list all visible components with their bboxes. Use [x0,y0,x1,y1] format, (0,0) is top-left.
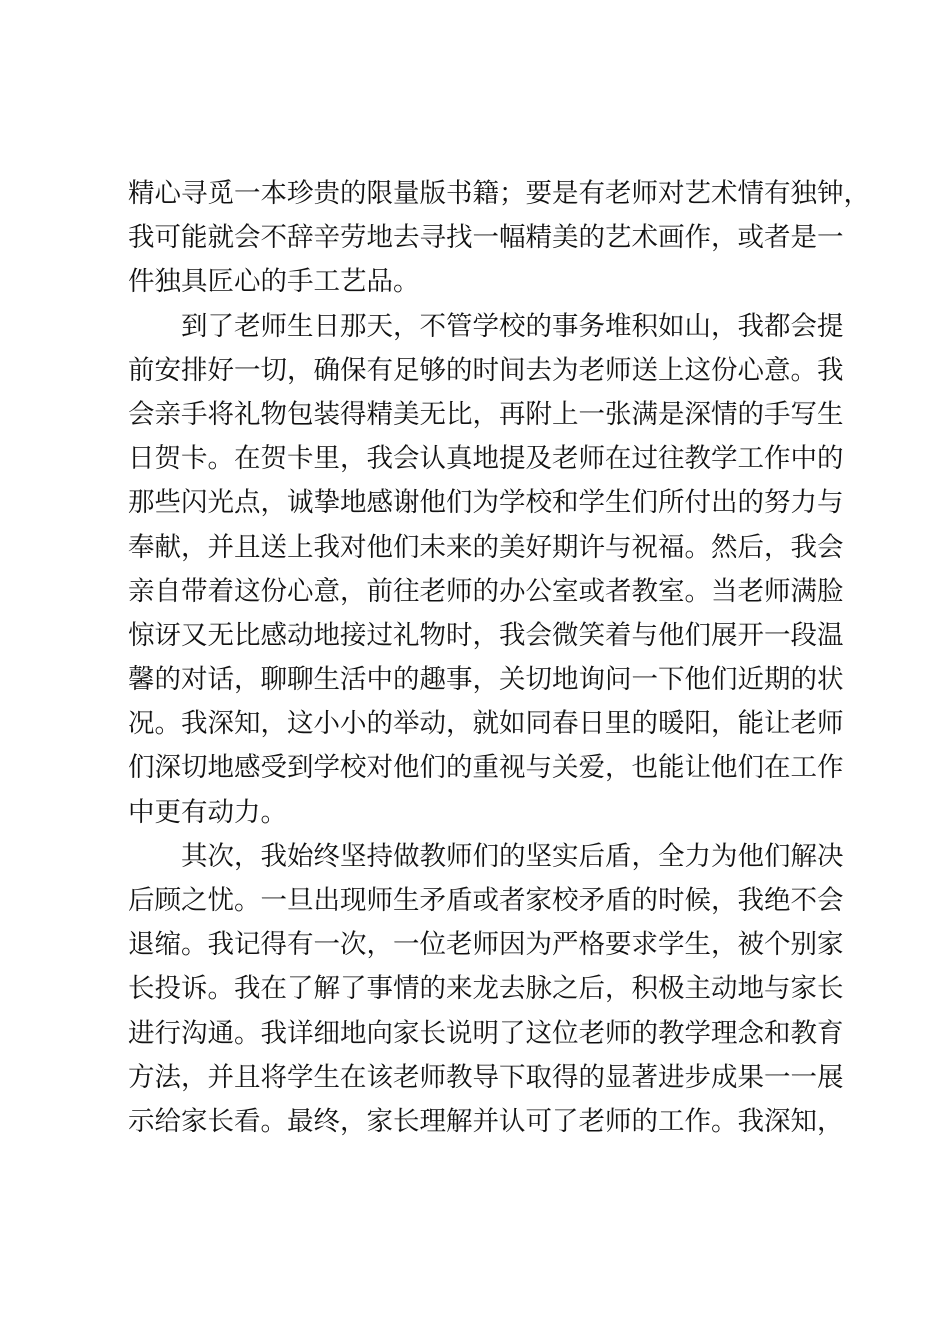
text-line: 后顾之忧。一旦出现师生矛盾或者家校矛盾的时候，我绝不会 [128,885,844,916]
text-line: 长投诉。我在了解了事情的来龙去脉之后，积极主动地与家长 [128,973,844,1005]
text-line: 惊讶又无比感动地接过礼物时，我会微笑着与他们展开一段温 [128,619,844,651]
text-line: 其次，我始终坚持做教师们的坚实后盾，全力为他们解决 [181,840,844,872]
text-line: 会亲手将礼物包装得精美无比，再附上一张满是深情的手写生 [128,398,844,430]
text-line: 退缩。我记得有一次，一位老师因为严格要求学生，被个别家 [128,929,844,961]
paragraph-1 [128,172,870,305]
text-line: 日贺卡。在贺卡里，我会认真地提及老师在过往教学工作中的 [128,443,844,475]
text-line: 方法，并且将学生在该老师教导下取得的显著进步成果一一展 [128,1061,844,1093]
text-line: 前安排好一切，确保有足够的时间去为老师送上这份心意。我 [128,354,844,386]
text-line: 们深切地感受到学校对他们的重视与关爱，也能让他们在工作 [128,752,844,784]
text-line: 亲自带着这份心意，前往老师的办公室或者教室。当老师满脸 [128,575,844,607]
text-line: 我可能就会不辞辛劳地去寻找一幅精美的艺术画作，或者是一 [128,222,844,254]
text-line: 精心寻觅一本珍贵的限量版书籍；要是有老师对艺术情有独钟， [128,178,870,209]
text-line: 中更有动力。 [128,796,287,828]
text-line: 件独具匠心的手工艺品。 [128,266,420,298]
text-line: 况。我深知，这小小的举动，就如同春日里的暖阳，能让老师 [128,708,844,740]
text-line: 进行沟通。我详细地向家长说明了这位老师的教学理念和教育 [128,1017,844,1049]
text-line: 到了老师生日那天，不管学校的事务堆积如山，我都会提 [181,310,844,342]
paragraph-3 [128,835,844,1144]
text-line: 馨的对话，聊聊生活中的趣事，关切地询问一下他们近期的状 [128,664,844,696]
text-line: 示给家长看。最终，家长理解并认可了老师的工作。我深知， [128,1105,844,1137]
text-line: 奉献，并且送上我对他们未来的美好期许与祝福。然后，我会 [128,531,844,563]
text-line: 那些闪光点，诚挚地感谢他们为学校和学生们所付出的努力与 [128,487,844,519]
body-text [128,172,870,1144]
paragraph-2 [128,305,844,835]
